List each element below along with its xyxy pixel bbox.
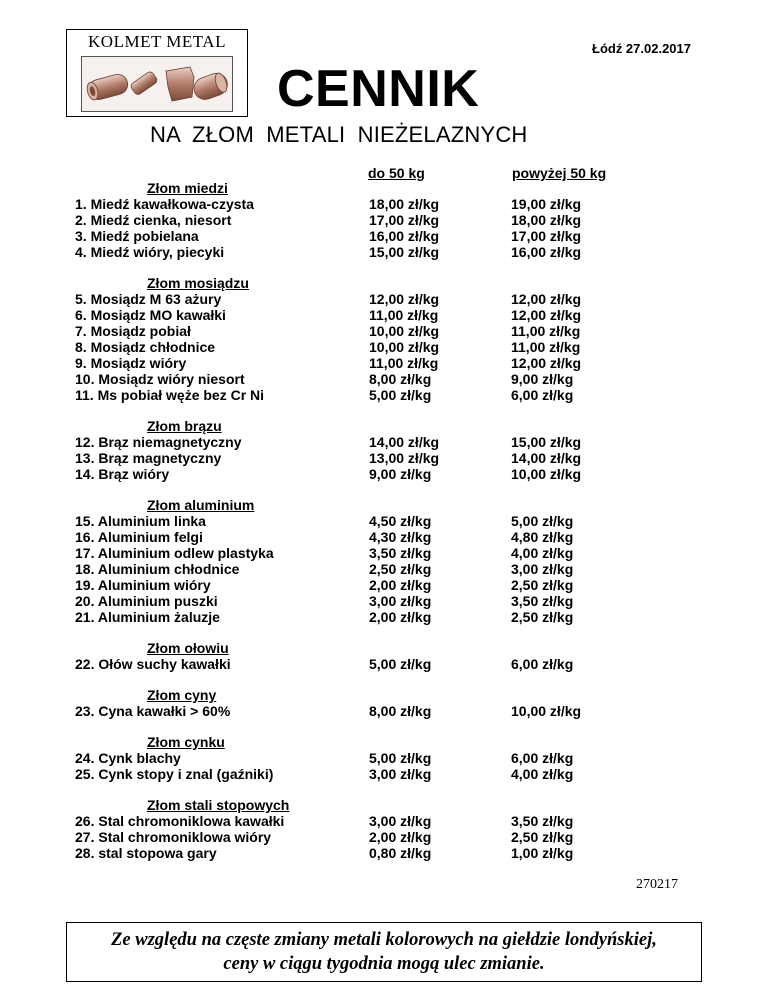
item-name: 15. Aluminium linka xyxy=(75,513,206,529)
group-title: Złom cynku xyxy=(147,734,225,750)
price-up-to-50: 3,00 zł/kg xyxy=(369,766,432,782)
notice-line-2: ceny w ciągu tygodnia mogą ulec zmianie. xyxy=(223,954,545,974)
price-over-50: 16,00 zł/kg xyxy=(511,244,582,260)
price-over-50: 19,00 zł/kg xyxy=(511,196,582,212)
price-over-50: 3,50 zł/kg xyxy=(511,593,574,609)
item-name: 6. Mosiądz MO kawałki xyxy=(75,307,226,323)
notice-line-1: Ze względu na częste zmiany metali kolorowych na giełdzie londyńskiej, xyxy=(111,930,657,950)
price-up-to-50: 3,00 zł/kg xyxy=(369,593,432,609)
price-row xyxy=(75,307,635,323)
price-over-50: 2,50 zł/kg xyxy=(511,829,574,845)
price-up-to-50: 18,00 zł/kg xyxy=(369,196,440,212)
price-up-to-50: 10,00 zł/kg xyxy=(369,323,440,339)
price-over-50: 9,00 zł/kg xyxy=(511,371,574,387)
price-up-to-50: 13,00 zł/kg xyxy=(369,450,440,466)
group-copper xyxy=(75,180,635,260)
group-title: Złom brązu xyxy=(147,418,222,434)
price-up-to-50: 9,00 zł/kg xyxy=(369,466,432,482)
price-row xyxy=(75,561,635,577)
item-name: 17. Aluminium odlew plastyka xyxy=(75,545,274,561)
item-name: 20. Aluminium puszki xyxy=(75,593,218,609)
page-title: CENNIK xyxy=(277,60,480,118)
group-title: Złom stali stopowych xyxy=(147,797,290,813)
item-name: 1. Miedź kawałkowa-czysta xyxy=(75,196,254,212)
price-up-to-50: 10,00 zł/kg xyxy=(369,339,440,355)
item-name: 24. Cynk blachy xyxy=(75,750,181,766)
price-list xyxy=(75,180,635,861)
price-up-to-50: 8,00 zł/kg xyxy=(369,703,432,719)
item-name: 18. Aluminium chłodnice xyxy=(75,561,240,577)
price-row xyxy=(75,323,635,339)
group-title: Złom aluminium xyxy=(147,497,255,513)
price-row xyxy=(75,829,635,845)
price-up-to-50: 2,00 zł/kg xyxy=(369,829,432,845)
item-name: 27. Stal chromoniklowa wióry xyxy=(75,829,272,845)
item-name: 21. Aluminium żaluzje xyxy=(75,609,220,625)
price-row xyxy=(75,845,635,861)
group-title: Złom ołowiu xyxy=(147,640,229,656)
price-up-to-50: 4,30 zł/kg xyxy=(369,529,432,545)
item-name: 4. Miedź wióry, piecyki xyxy=(75,244,225,260)
price-up-to-50: 8,00 zł/kg xyxy=(369,371,432,387)
price-row xyxy=(75,196,635,212)
item-name: 3. Miedź pobielana xyxy=(75,228,199,244)
document-date: Łódź 27.02.2017 xyxy=(592,41,691,56)
group-aluminium xyxy=(75,497,635,625)
price-over-50: 6,00 zł/kg xyxy=(511,387,574,403)
price-row xyxy=(75,750,635,766)
company-logo xyxy=(66,29,248,117)
item-name: 10. Mosiądz wióry niesort xyxy=(75,371,245,387)
price-over-50: 4,00 zł/kg xyxy=(511,766,574,782)
price-up-to-50: 2,00 zł/kg xyxy=(369,577,432,593)
price-up-to-50: 2,00 zł/kg xyxy=(369,609,432,625)
price-up-to-50: 12,00 zł/kg xyxy=(369,291,440,307)
price-row xyxy=(75,466,635,482)
item-name: 19. Aluminium wióry xyxy=(75,577,211,593)
price-row xyxy=(75,593,635,609)
price-up-to-50: 2,50 zł/kg xyxy=(369,561,432,577)
price-over-50: 6,00 zł/kg xyxy=(511,656,574,672)
price-over-50: 11,00 zł/kg xyxy=(511,339,581,355)
item-name: 16. Aluminium felgi xyxy=(75,529,203,545)
price-row xyxy=(75,513,635,529)
item-name: 26. Stal chromoniklowa kawałki xyxy=(75,813,285,829)
price-row xyxy=(75,450,635,466)
price-up-to-50: 5,00 zł/kg xyxy=(369,656,432,672)
item-name: 8. Mosiądz chłodnice xyxy=(75,339,216,355)
item-name: 11. Ms pobiał węże bez Cr Ni xyxy=(75,387,265,403)
price-row xyxy=(75,212,635,228)
price-over-50: 10,00 zł/kg xyxy=(511,466,582,482)
price-row xyxy=(75,577,635,593)
price-row xyxy=(75,371,635,387)
group-bronze xyxy=(75,418,635,482)
price-row xyxy=(75,545,635,561)
price-over-50: 2,50 zł/kg xyxy=(511,577,574,593)
price-over-50: 10,00 zł/kg xyxy=(511,703,582,719)
item-name: 7. Mosiądz pobiał xyxy=(75,323,191,339)
price-over-50: 4,80 zł/kg xyxy=(511,529,574,545)
item-name: 9. Mosiądz wióry xyxy=(75,355,187,371)
company-name: KOLMET METAL xyxy=(88,32,226,51)
price-up-to-50: 5,00 zł/kg xyxy=(369,750,432,766)
metal-pieces-illustration xyxy=(82,57,232,111)
price-over-50: 12,00 zł/kg xyxy=(511,307,582,323)
price-over-50: 1,00 zł/kg xyxy=(511,845,574,861)
group-zinc xyxy=(75,734,635,782)
group-alloy-steel xyxy=(75,797,635,861)
price-over-50: 11,00 zł/kg xyxy=(511,323,581,339)
price-row xyxy=(75,434,635,450)
metal-pieces-image xyxy=(81,56,233,112)
item-name: 13. Brąz magnetyczny xyxy=(75,450,222,466)
price-over-50: 2,50 zł/kg xyxy=(511,609,574,625)
price-over-50: 6,00 zł/kg xyxy=(511,750,574,766)
price-row xyxy=(75,228,635,244)
price-row xyxy=(75,813,635,829)
price-over-50: 3,00 zł/kg xyxy=(511,561,574,577)
price-over-50: 4,00 zł/kg xyxy=(511,545,574,561)
price-row xyxy=(75,387,635,403)
item-name: 25. Cynk stopy i znal (gaźniki) xyxy=(75,766,274,782)
item-name: 2. Miedź cienka, niesort xyxy=(75,212,232,228)
price-up-to-50: 14,00 zł/kg xyxy=(369,434,440,450)
price-row xyxy=(75,355,635,371)
price-row xyxy=(75,703,635,719)
price-over-50: 17,00 zł/kg xyxy=(511,228,582,244)
price-up-to-50: 17,00 zł/kg xyxy=(369,212,440,228)
price-row xyxy=(75,656,635,672)
group-title: Złom cyny xyxy=(147,687,217,703)
group-tin xyxy=(75,687,635,719)
tube-piece-2 xyxy=(191,70,230,102)
price-up-to-50: 11,00 zł/kg xyxy=(369,355,439,371)
price-over-50: 12,00 zł/kg xyxy=(511,291,582,307)
bar-piece xyxy=(166,67,194,101)
price-up-to-50: 3,50 zł/kg xyxy=(369,545,432,561)
item-name: 5. Mosiądz M 63 ażury xyxy=(75,291,222,307)
item-name: 23. Cyna kawałki > 60% xyxy=(75,703,231,719)
column-header-up-to-50: do 50 kg xyxy=(368,165,425,181)
price-row xyxy=(75,339,635,355)
group-title: Złom miedzi xyxy=(147,180,228,196)
price-over-50: 5,00 zł/kg xyxy=(511,513,574,529)
price-up-to-50: 11,00 zł/kg xyxy=(369,307,439,323)
price-up-to-50: 0,80 zł/kg xyxy=(369,845,432,861)
group-lead xyxy=(75,640,635,672)
tube-piece-1 xyxy=(85,72,130,102)
price-row xyxy=(75,766,635,782)
page-subtitle: NA ZŁOM METALI NIEŻELAZNYCH xyxy=(150,122,528,147)
price-row xyxy=(75,609,635,625)
price-over-50: 14,00 zł/kg xyxy=(511,450,582,466)
price-over-50: 18,00 zł/kg xyxy=(511,212,582,228)
item-name: 28. stal stopowa gary xyxy=(75,845,217,861)
group-title: Złom mosiądzu xyxy=(147,275,249,291)
document-reference: 270217 xyxy=(636,877,678,892)
item-name: 14. Brąz wióry xyxy=(75,466,170,482)
item-name: 12. Brąz niemagnetyczny xyxy=(75,434,242,450)
price-up-to-50: 15,00 zł/kg xyxy=(369,244,440,260)
price-over-50: 3,50 zł/kg xyxy=(511,813,574,829)
price-up-to-50: 16,00 zł/kg xyxy=(369,228,440,244)
price-over-50: 12,00 zł/kg xyxy=(511,355,582,371)
column-header-over-50: powyżej 50 kg xyxy=(512,165,607,181)
group-brass xyxy=(75,275,635,403)
item-name: 22. Ołów suchy kawałki xyxy=(75,656,231,672)
price-row xyxy=(75,244,635,260)
price-up-to-50: 5,00 zł/kg xyxy=(369,387,432,403)
price-up-to-50: 4,50 zł/kg xyxy=(369,513,432,529)
price-over-50: 15,00 zł/kg xyxy=(511,434,582,450)
price-change-notice xyxy=(66,922,702,982)
price-row xyxy=(75,529,635,545)
rod-piece xyxy=(130,70,159,96)
price-up-to-50: 3,00 zł/kg xyxy=(369,813,432,829)
price-row xyxy=(75,291,635,307)
